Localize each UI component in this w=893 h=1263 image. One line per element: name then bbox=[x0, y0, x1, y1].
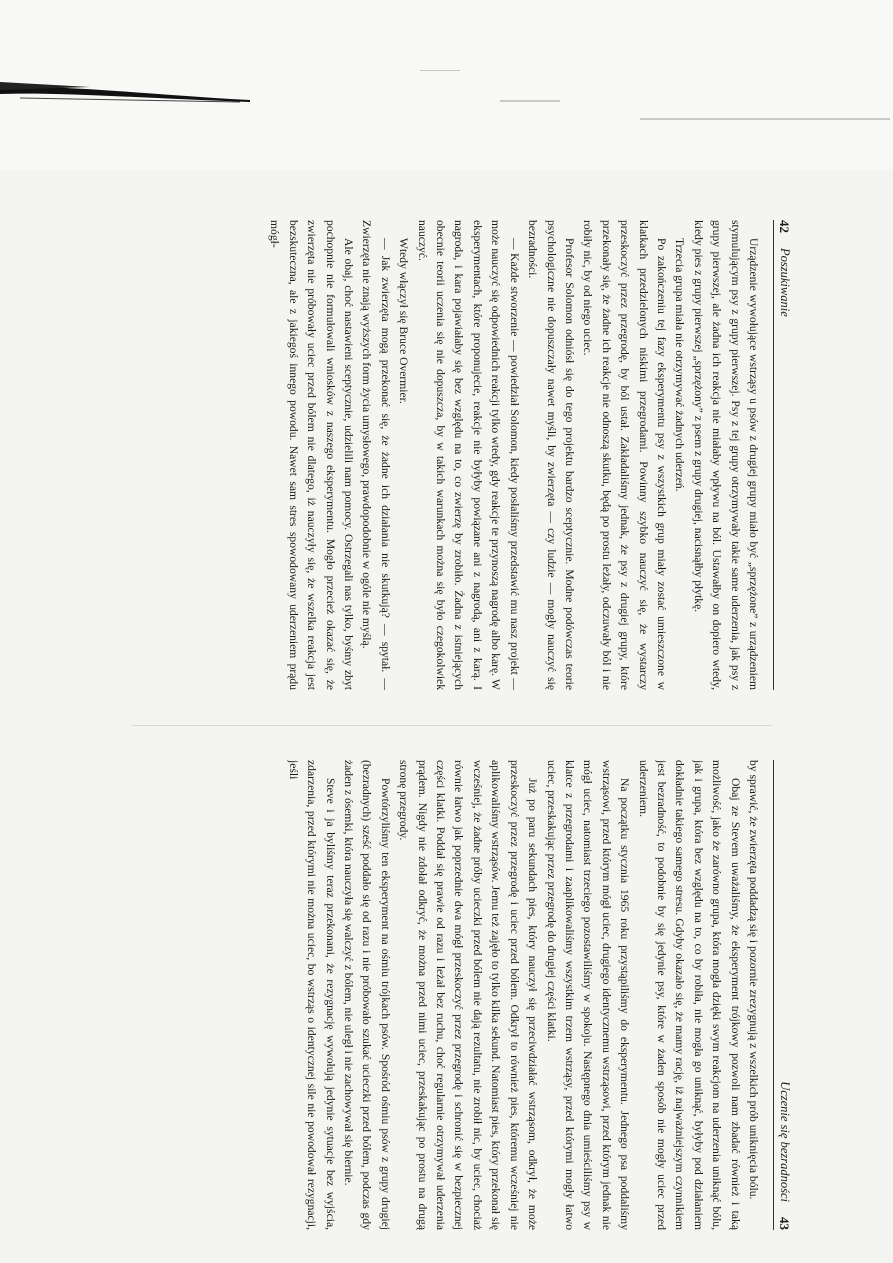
paragraph: Profesor Solomon odniósł się do tego projektu bardzo sceptycznie. Modne podówczas teorie psychologiczne nie dopuszczały nawet myśli, by zwierzęta — czy ludzie — mogły nauczyć się bezradności. bbox=[526, 220, 576, 690]
scanner-edge-artifact bbox=[0, 78, 250, 108]
scan-smudge bbox=[640, 118, 890, 120]
running-head bbox=[773, 220, 792, 690]
scan-smudge bbox=[420, 70, 460, 71]
page-number: 42 bbox=[777, 220, 792, 233]
running-head bbox=[773, 760, 792, 1230]
paragraph: Po zakończeniu tej fazy eksperymentu psy z wszystkich grup miały zostać umieszczone w klatkach przedzielonych niskimi przegrodami. Powinny szybko nauczyć się, że wystarczy przeskoczyć przez przegrodę, by ból ustał. Zakładaliśmy jednak, że psy z drugiej grupy, które przekonały się, że żadne ich reakcje nie odnoszą skutku, będą po prostu leżały, odczuwały ból i nie robiły nic, by od niego uciec. bbox=[581, 220, 668, 690]
paragraph: Już po paru sekundach pies, który nauczył się przeciwdziałać wstrząsom, odkrył, że może przeskoczyć przez przegrodę i uciec przed bólem. Odkrył to również pies, któremu wcześniej nie aplikowaliśmy wstrząsów. Jemu też zajęło to tylko kilka sekund. Natomiast pies, który przekonał się wcześniej, że żadne próby ucieczki przed bólem nie dają rezultatu, nie zrobił nic, by uciec, chociaż równie łatwo jak poprzednie dwa mógł przeskoczyć przez przegrodę i schronić się w bezpiecznej części klatki. Poddał się prawie od razu i leżał bez ruchu, choć regularnie otrzymywał uderzenia prądem. Nigdy nie zdołał odkryć, że można przed nimi uciec, przeskakując po prostu na drugą stronę przegrody. bbox=[397, 760, 540, 1230]
book-spread bbox=[112, 220, 792, 1250]
body-text bbox=[112, 760, 762, 1230]
paragraph: Na początku stycznia 1965 roku przystąpiliśmy do eksperymentu. Jednego psa poddaliśmy wstrząsowi, przed którym mógł uciec, drugiego identycznemu wstrząsowi, przed którym jednak nie mógł uciec, natomiast trzeciego pozostawiliśmy w spokoju. Następnego dnia umieściliśmy psy w klatce z przegrodami i zaaplikowaliśmy wszystkim trzem wstrząsy, przed którymi mogły łatwo uciec, przeskakując przez przegrodę do drugiej części klatki. bbox=[544, 760, 632, 1230]
scan-smudge bbox=[500, 100, 560, 102]
paragraph: Obaj ze Stevem uważaliśmy, że eksperyment trójkowy pozwoli nam zbadać również i taką możliwość, jako że zarówno grupa, która mogła dzięki swym reakcjom na uderzenia uniknąć bólu, jak i grupa, która bez względu na to, co by robiła, nie mogła go uniknąć, byłyby pod działaniem dokładnie takiego samego stresu. Gdyby okazało się, że mamy rację, iż najważniejszym czynnikiem jest bezradność, to podobnie by się jedynie psy, które w żaden sposób nie mogły uciec przed uderzeniem. bbox=[636, 760, 742, 1230]
left-page bbox=[112, 220, 792, 690]
right-page bbox=[112, 760, 792, 1230]
running-head-title: Poszukiwanie bbox=[778, 248, 792, 317]
paragraph: — Każde stworzenie — powiedział Solomon, kiedy posłaliśmy przedstawić mu nasz projekt — może nauczyć się odpowiednich reakcji tylko wtedy, gdy reakcje te przynoszą nagrodę albo karę. W eksperymentach, które proponujecie, reakcje nie byłyby powiązane ani z nagrodą, ani z karą. I nagroda, i kara pojawiałaby się bez względu na to, co zwierzę by zrobiło. Żadna z istniejących obecnie teorii uczenia się nie dopuszcza, by w takich warunkach można się było czegokolwiek nauczyć. bbox=[415, 220, 521, 690]
paragraph: Trzecia grupa miała nie otrzymywać żadnych uderzeń. bbox=[673, 238, 687, 492]
running-head-title: Uczenie się bezradności bbox=[778, 1081, 792, 1202]
page-gutter bbox=[132, 725, 772, 726]
paragraph: Powtórzyliśmy ten eksperyment na ośmiu trójkach psów. Spośród ośmiu psów z grupy drugiej (bezradnych) sześć poddało się od razu i nie próbowało szukać ucieczki przed bólem, podczas gdy żaden z ósemki, która nauczyła się walczyć z bólem, nie uległ i nie zachowywał się biernie. bbox=[342, 760, 392, 1230]
paragraph: by sprawić, że zwierzęta poddadzą się i pozornie zrezygnują z wszelkich prób uniknięcia bólu. bbox=[747, 760, 760, 1200]
paragraph: Ale obaj, choć nastawieni sceptycznie, udzielili nam pomocy. Ostrzegali nas tylko, byśmy zbyt pochopnie nie formułowali wniosków z naszego eksperymentu. Mogło przecież okazać się, że zwierzęta nie próbowały uciec przed bólem nie dlatego, iż nauczyły się, że wszelka reakcja jest bezskuteczna, ale z jakiegoś innego powodu. Nawet sam stres spowodowany uderzeniem prądu mógł- bbox=[268, 220, 356, 690]
paragraph: Steve i ja byliśmy teraz przekonani, że rezygnację wywołują jedynie sytuacje bez wyjścia, zdarzenia, przed którymi nie można uciec, bo wstrząs o identycznej sile nie powodował rezygnacji, jeśli bbox=[286, 760, 337, 1230]
page-number: 43 bbox=[777, 1217, 792, 1230]
paragraph: — Jak zwierzęta mogą przekonać się, że żadne ich działania nie skutkują? — spytał. — Zwierzęta nie znają wyższych form życia umysłowego, prawdopodobnie w ogóle nie myślą. bbox=[360, 220, 392, 690]
body-text bbox=[112, 220, 762, 690]
paragraph: Wtedy włączył się Bruce Overmier. bbox=[397, 238, 411, 404]
paragraph: Urządzenie wywołujące wstrząsy u psów z drugiej grupy miało być „sprzężone” z urządzeniem stymulującym psy z grupy pierwszej. Psy z tej grupy otrzymywały takie same uderzenia, jak psy z grupy pierwszej, ale żadna ich reakcja nie miałaby wpływu na ból. Ustawałby on dopiero wtedy, kiedy pies z grupy pierwszej „sprzężony” z psem z grupy drugiej, nacisnąłby płytkę. bbox=[691, 220, 760, 690]
